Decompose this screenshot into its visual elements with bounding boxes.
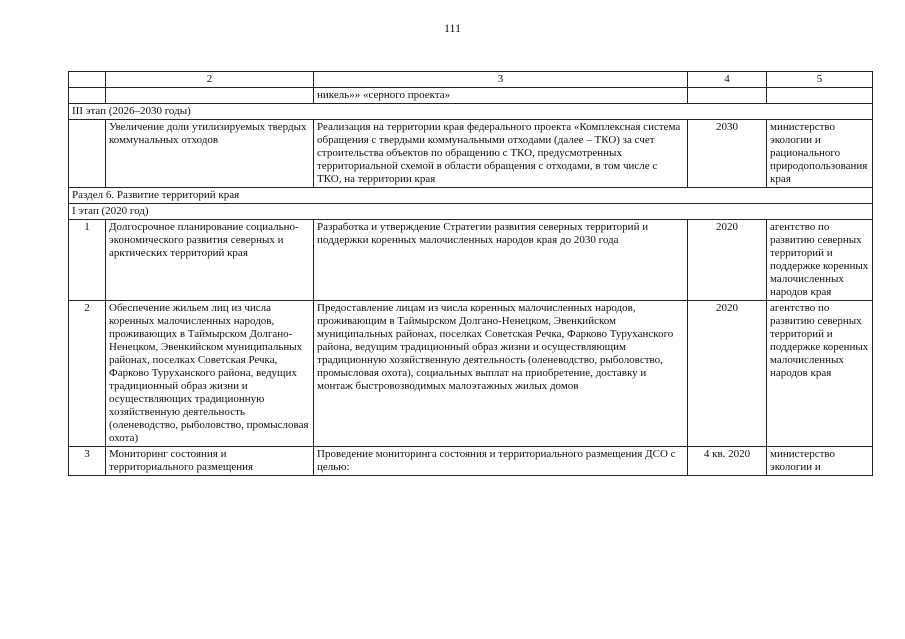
cell-c3: никель»» «серного проекта» bbox=[314, 88, 688, 104]
table-row bbox=[69, 120, 873, 188]
cell-c3: Проведение мониторинга состояния и территориального размещения ДСО с целью: bbox=[314, 447, 688, 476]
cell-c4: 4 кв. 2020 bbox=[688, 447, 767, 476]
cell-c5: министерство экологии и рационального природопользования края bbox=[767, 120, 873, 188]
cell-c1: 1 bbox=[69, 220, 106, 301]
cell-c1 bbox=[69, 88, 106, 104]
cell-c1: 3 bbox=[69, 447, 106, 476]
cell-c2: Обеспечение жильем лиц из числа коренных малочисленных народов, проживающих в Таймырском Долгано-Ненецком, Эвенкийском муниципальных районах, поселках Советская Речка, Фарково Туруханского района, ведущих традиционный образ жизни и осуществляющих традиционную хозяйственную деятельность (оленеводство, рыболовство, промысловая охота) bbox=[106, 301, 314, 447]
cell-c4: 2020 bbox=[688, 301, 767, 447]
cell-c3: Предоставление лицам из числа коренных малочисленных народов, проживающим в Таймырском Долгано-Ненецком, Эвенкийском муниципальных районах, поселках Советская Речка, Фарково Туруханского района, ведущим традиционный образ жизни и осуществляющим традиционную хозяйственную деятельность (оленеводство, рыболовство, промысловая охота), социальных выплат на приобретение, доставку и монтаж быстровозводимых малоэтажных жилых домов bbox=[314, 301, 688, 447]
section-row bbox=[69, 188, 873, 204]
table-row bbox=[69, 301, 873, 447]
section-title: Раздел 6. Развитие территорий края bbox=[69, 188, 873, 204]
table-header-row bbox=[69, 72, 873, 88]
table-row bbox=[69, 220, 873, 301]
column-header: 4 bbox=[688, 72, 767, 88]
cell-c1: 2 bbox=[69, 301, 106, 447]
cell-c2: Долгосрочное планирование социально-экономического развития северных и арктических территорий края bbox=[106, 220, 314, 301]
table-row bbox=[69, 88, 873, 104]
document-table bbox=[68, 71, 873, 476]
column-header: 5 bbox=[767, 72, 873, 88]
column-header: 3 bbox=[314, 72, 688, 88]
cell-c1 bbox=[69, 120, 106, 188]
cell-c3: Реализация на территории края федерального проекта «Комплексная система обращения с твердыми коммунальными отходами (далее – ТКО) за счет строительства объектов по обращению с ТКО, предусмотренных территориальной схемой в области обращения с отходами, в том числе с ТКО, на территории края bbox=[314, 120, 688, 188]
cell-c5 bbox=[767, 88, 873, 104]
cell-c5: министерство экологии и bbox=[767, 447, 873, 476]
cell-c5: агентство по развитию северных территорий и поддержке коренных малочисленных народов края bbox=[767, 220, 873, 301]
cell-c4: 2020 bbox=[688, 220, 767, 301]
section-title: I этап (2020 год) bbox=[69, 204, 873, 220]
section-row bbox=[69, 204, 873, 220]
cell-c4: 2030 bbox=[688, 120, 767, 188]
column-header: 2 bbox=[106, 72, 314, 88]
cell-c3: Разработка и утверждение Стратегии развития северных территорий и поддержки коренных малочисленных народов края до 2030 года bbox=[314, 220, 688, 301]
table-row bbox=[69, 447, 873, 476]
cell-c5: агентство по развитию северных территорий и поддержке коренных малочисленных народов края bbox=[767, 301, 873, 447]
page-number: 111 bbox=[443, 21, 462, 35]
column-header bbox=[69, 72, 106, 88]
cell-c2 bbox=[106, 88, 314, 104]
cell-c2: Увеличение доли утилизируемых твердых коммунальных отходов bbox=[106, 120, 314, 188]
cell-c4 bbox=[688, 88, 767, 104]
section-row bbox=[69, 104, 873, 120]
cell-c2: Мониторинг состояния и территориального размещения bbox=[106, 447, 314, 476]
section-title: III этап (2026–2030 годы) bbox=[69, 104, 873, 120]
